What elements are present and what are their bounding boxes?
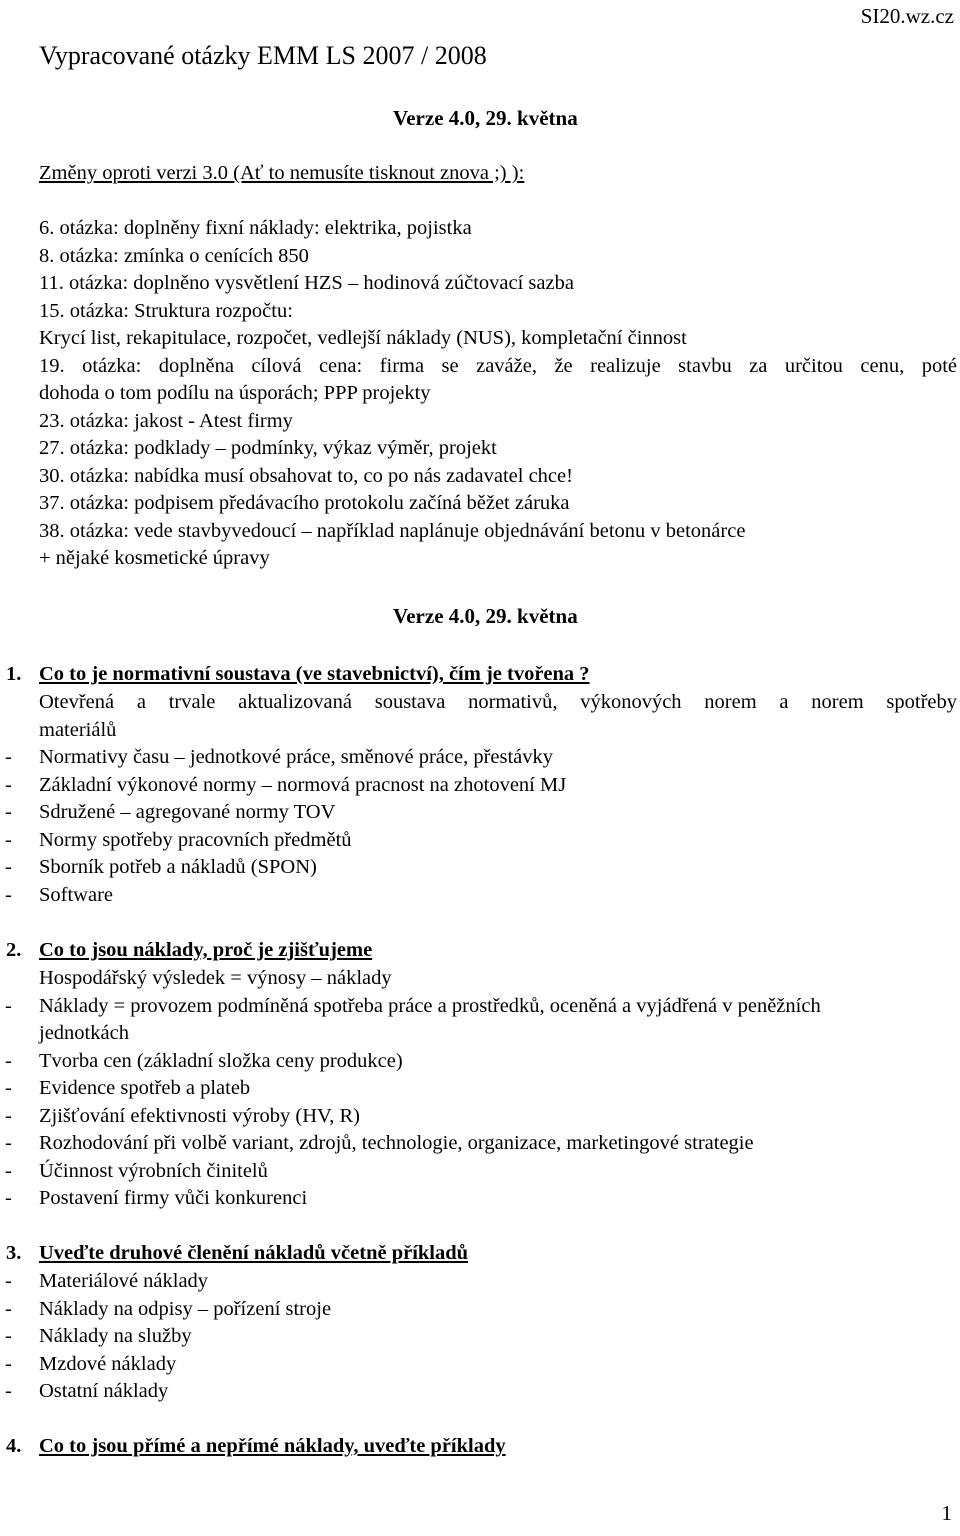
change-item: Krycí list, rekapitulace, rozpočet, vedlejší náklady (NUS), kompletační činnost	[39, 327, 687, 349]
change-item: 19. otázka: doplněna cílová cena: firma se zaváže, že realizuje stavbu za určitou cenu, poté	[39, 354, 957, 377]
changes-heading: Změny oproti verzi 3.0 (Ať to nemusíte tisknout znova ;) ):	[39, 162, 525, 184]
change-item: 15. otázka: Struktura rozpočtu:	[39, 299, 293, 322]
list-item: - Náklady na služby	[5, 1325, 192, 1347]
version-label: Verze 4.0, 29. května	[393, 106, 578, 130]
change-item: 8. otázka: zmínka o cenících 850	[39, 244, 309, 267]
list-item: - Ostatní náklady	[5, 1380, 169, 1402]
answer-text: Otevřená a trvale aktualizovaná soustava normativů, výkonových norem a norem spotřeby	[39, 691, 957, 713]
change-item: 27. otázka: podklady – podmínky, výkaz výměr, projekt	[39, 437, 497, 459]
question-heading	[6, 661, 957, 689]
list-item: - Evidence spotřeb a plateb	[5, 1077, 251, 1099]
answer-text: materiálů	[39, 718, 117, 741]
change-item: 37. otázka: podpisem předávacího protokolu začíná běžet záruka	[39, 492, 570, 514]
list-item: - Účinnost výrobních činitelů	[5, 1159, 268, 1182]
list-item: - Postavení firmy vůči konkurenci	[5, 1187, 308, 1209]
list-item: - Normy spotřeby pracovních předmětů	[5, 828, 352, 851]
change-item: 30. otázka: nabídka musí obsahovat to, co po nás zadavatel chce!	[39, 464, 573, 487]
document-title: Vypracované otázky EMM LS 2007 / 2008	[39, 41, 487, 70]
change-item: 23. otázka: jakost - Atest firmy	[39, 409, 293, 432]
list-item: - Základní výkonové normy – normová pracnost na zhotovení MJ	[5, 773, 567, 796]
list-item: - Sdružené – agregované normy TOV	[5, 801, 336, 823]
list-item: - Materiálové náklady	[5, 1270, 209, 1292]
page-number: 1	[941, 1501, 952, 1525]
question-3	[5, 1240, 957, 1406]
question-2	[5, 937, 957, 1213]
list-item-continuation: jednotkách	[39, 1022, 129, 1044]
question-title: Co to jsou přímé a nepřímé náklady, uveďte příklady	[39, 1435, 506, 1457]
change-item: 6. otázka: doplněny fixní náklady: elektrika, pojistka	[39, 217, 472, 239]
question-heading	[6, 1433, 957, 1461]
question-title: Uveďte druhové členění nákladů včetně příkladů	[39, 1242, 469, 1264]
list-item: - Sborník potřeb a nákladů (SPON)	[5, 856, 317, 878]
list-item: - Náklady = provozem podmíněná spotřeba práce a prostředků, oceněná a vyjádřená v peněžních	[5, 994, 821, 1017]
change-item: 38. otázka: vede stavbyvedoucí – například naplánuje objednávání betonu v betonárce	[39, 519, 746, 542]
question-number: 2.	[6, 939, 22, 961]
list-item: - Software	[5, 883, 114, 906]
question-title: Co to jsou náklady, proč je zjišťujeme	[39, 939, 373, 961]
question-title: Co to je normativní soustava (ve stavebnictví), čím je tvořena ?	[39, 663, 590, 685]
question-1	[5, 661, 957, 909]
answer-text: Hospodářský výsledek = výnosy – náklady	[39, 967, 392, 989]
list-item: - Rozhodování při volbě variant, zdrojů, technologie, organizace, marketingové strategie	[5, 1132, 754, 1154]
list-item: - Tvorba cen (základní složka ceny produkce)	[5, 1049, 403, 1072]
list-item: - Zjišťování efektivnosti výroby (HV, R)	[5, 1104, 360, 1127]
question-number: 3.	[6, 1242, 22, 1264]
changes-list	[39, 215, 957, 573]
question-4	[6, 1433, 957, 1461]
change-item: 11. otázka: doplněno vysvětlení HZS – hodinová zúčtovací sazba	[39, 272, 574, 294]
list-item: - Náklady na odpisy – pořízení stroje	[5, 1297, 332, 1320]
version-label-repeat: Verze 4.0, 29. května	[393, 604, 578, 628]
list-item: - Mzdové náklady	[5, 1352, 177, 1375]
question-number: 4.	[6, 1435, 22, 1457]
change-item: dohoda o tom podílu na úsporách; PPP projekty	[39, 382, 431, 404]
list-item: - Normativy času – jednotkové práce, směnové práce, přestávky	[5, 746, 554, 768]
change-item: + nějaké kosmetické úpravy	[39, 547, 270, 569]
question-heading	[6, 1240, 957, 1268]
question-number: 1.	[6, 663, 22, 685]
question-heading	[6, 937, 957, 965]
site-header: SI20.wz.cz	[860, 4, 954, 28]
